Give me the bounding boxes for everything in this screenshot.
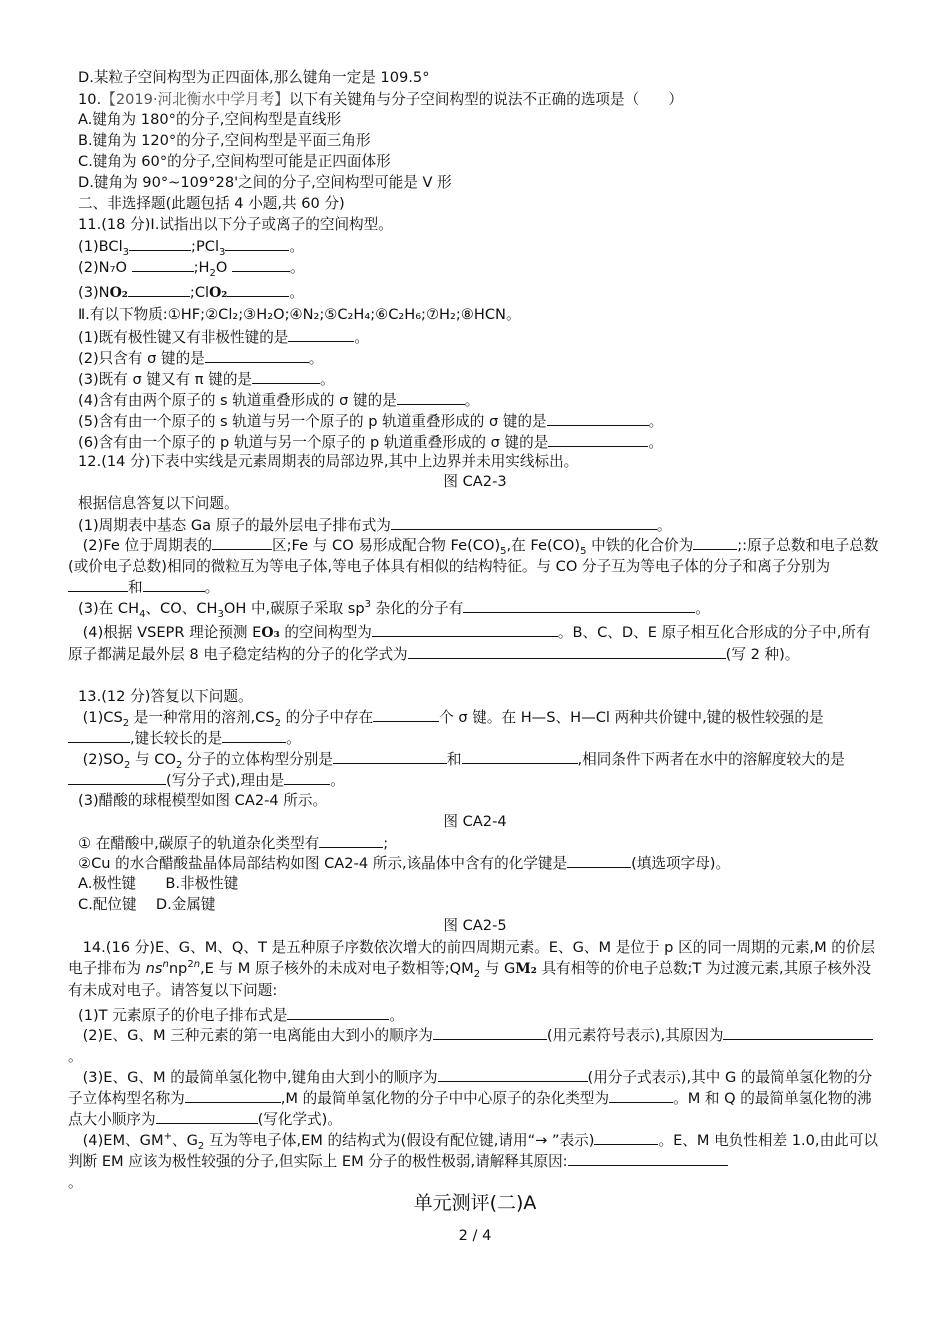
question-12: 12.(14 分)下表中实线是元素周期表的局部边界,其中上边界并未用实线标出。 xyxy=(78,453,579,470)
q14-sub-4: (4)EM、GM+、$G_2$ 互为等电子体,EM 的结构式为(假设有配位键,请用“→ ”表示) 。E、M 电负性相差 1.0,由此可以判断 EM 应该为极性较强的分子,但实际上 EM 分子的极性极弱,请解释其原因: 。 xyxy=(68,1131,878,1191)
figure-ca2-4-caption: 图 CA2-4 xyxy=(443,813,507,830)
q11-line-2: (2)N₇O $;H_2O$ 。 xyxy=(78,259,305,279)
q12-sub-3: (3)在 $CH_4$、CO、$CH_3OH$ 中,碳原子采取 $sp^3$ 杂化的分子有 。 xyxy=(78,599,710,620)
question-13: 13.(12 分)答复以下问题。 xyxy=(78,688,253,705)
q10-option-a: A.键角为 180°的分子,空间构型是直线形 xyxy=(78,111,342,128)
footer-title: 单元测评(二)A xyxy=(413,1192,537,1214)
page-number: 2 / 4 xyxy=(458,1227,492,1244)
q12-intro: 根据信息答复以下问题。 xyxy=(78,495,239,512)
nitrite-ion: O₂ xyxy=(109,285,128,301)
q14-sub-3: (3)E、G、M 的最简单氢化物中,键角由大到小的顺序为 (用分子式表示),其中 G 的最简单氢化物的分子立体构型名称为 ,M 的最简单氢化物的分子中中心原子的杂化类型为 。M 和 Q 的最简单氢化物的沸点大小顺序为 (写化学式)。 xyxy=(68,1069,873,1128)
q10-stem: 以下有关键角与分子空间构型的说法不正确的选项是（ ） xyxy=(288,91,683,108)
q14-sub-1: (1)T 元素原子的价电子排布式是 。 xyxy=(78,1007,404,1024)
figure-ca2-5-caption: 图 CA2-5 xyxy=(443,917,507,934)
q11-part-2: Ⅱ.有以下物质:①HF;②Cl₂;③H₂O;④N₂;⑤C₂H₄;⑥C₂H₆;⑦H₂;⑧HCN。 xyxy=(78,306,521,323)
question-11: 11.(18 分)Ⅰ.试指出以下分子或离子的空间构型。 xyxy=(78,216,393,233)
section-2-heading: 二、非选择题(此题包括 4 小题,共 60 分) xyxy=(78,195,345,212)
q12-sub-2: (2)Fe 位于周期表的 区;Fe 与 CO 易形成配合物 $Fe(CO)_5$,在 $Fe(CO)_5$ 中铁的化合价为 ;:原子总数和电子总数(或价电子总数)相同的微粒互为等电子体,等电子体具有相似的结构特征。与 CO 分子互为等电子体的分子和离子分别为和 。 xyxy=(68,537,879,596)
option-d-line: D.某粒子空间构型为正四面体,那么键角一定是 109.5° xyxy=(78,69,430,86)
q10-option-d: D.键角为 90°~109°28'之间的分子,空间构型可能是 V 形 xyxy=(78,174,452,191)
q10-option-b: B.键角为 120°的分子,空间构型是平面三角形 xyxy=(78,132,371,149)
q11-sub-6: (6)含有由一个原子的 p 轨道与另一个原子的 p 轨道重叠形成的 σ 键的是 。 xyxy=(78,434,663,451)
q13-sub-3b: ②Cu 的水合醋酸盐晶体局部结构如图 CA2-4 所示,该晶体中含有的化学键是 (填选项字母)。 xyxy=(78,855,731,872)
question-14: 14.(16 分)E、G、M、Q、T 是五种原子序数依次增大的前四周期元素。E、G、M 是位于 p 区的同一周期的元素,M 的价层电子排布为 $ns^nnp^{2n},E$ 与 M 原子核外的未成对电子数相等$;QM_2$ 与 GM₂ 具有相等的价电子总数;T 为过渡元素,其原子核外没有未成对电子。请答复以下问题: xyxy=(68,939,876,999)
q13-options-cd: C.配位键 D.金属键 xyxy=(78,896,216,913)
question-10 xyxy=(78,90,683,110)
q10-option-c: C.键角为 60°的分子,空间构型可能是正四面体形 xyxy=(78,153,391,170)
q11-sub-4: (4)含有由两个原子的 s 轨道重叠形成的 σ 键的是 。 xyxy=(78,392,480,409)
q12-sub-4: (4)根据 VSEPR 理论预测 EO₃ 的空间构型为 。B、C、D、E 原子相互化合形成的分子中,所有原子都满足最外层 8 电子稳定结构的分子的化学式为 (写 2 种)。 xyxy=(68,624,871,663)
figure-ca2-3-caption: 图 CA2-3 xyxy=(443,473,507,490)
q12-sub-1: (1)周期表中基态 Ga 原子的最外层电子排布式为 。 xyxy=(78,517,672,534)
q11-sub-5: (5)含有由一个原子的 s 轨道与另一个原子的 p 轨道重叠形成的 σ 键的是 。 xyxy=(78,413,664,430)
q14-sub-2: (2)E、G、M 三种元素的第一电离能由大到小的顺序为 (用元素符号表示),其原因为 。 xyxy=(68,1025,948,1067)
eo3-ion: O₃ xyxy=(261,625,280,641)
chlorite-ion: O₂ xyxy=(209,285,228,301)
q13-sub-3: (3)醋酸的球棍模型如图 CA2-4 所示。 xyxy=(78,792,328,809)
q13-options-ab: A.极性键 B.非极性键 xyxy=(78,875,239,892)
q10-source-tag: 【2019·河北衡水中学月考】 xyxy=(101,91,289,108)
q13-sub-1: $(1)CS_2$ 是一种常用的溶剂$,CS_2$ 的分子中存在 个 σ 键。在 H—S、H—Cl 两种共价键中,键的极性较强的是,键长较长的是 。 xyxy=(68,709,824,747)
q11-sub-2: (2)只含有 σ 键的是 。 xyxy=(78,350,324,367)
q13-sub-2: $(2)SO_2$ 与 $CO_2$ 分子的立体构型分别是 和 ,相同条件下两者在水中的溶解度较大的是(写分子式),理由是 。 xyxy=(68,751,845,789)
q11-sub-3: (3)既有 σ 键又有 π 键的是 。 xyxy=(78,371,335,388)
q10-number: 10. xyxy=(78,91,102,108)
q11-line-3: (3)NO₂ ;ClO₂ 。 xyxy=(78,284,305,301)
q11-line-1: (1)BCl$_3$ ;PCl$_3$ 。 xyxy=(78,238,304,258)
gm2-ion: M₂ xyxy=(515,961,537,977)
q13-sub-3a: ① 在醋酸中,碳原子的轨道杂化类型有 ; xyxy=(78,835,389,852)
q11-sub-1: (1)既有极性键又有非极性键的是 。 xyxy=(78,329,370,346)
